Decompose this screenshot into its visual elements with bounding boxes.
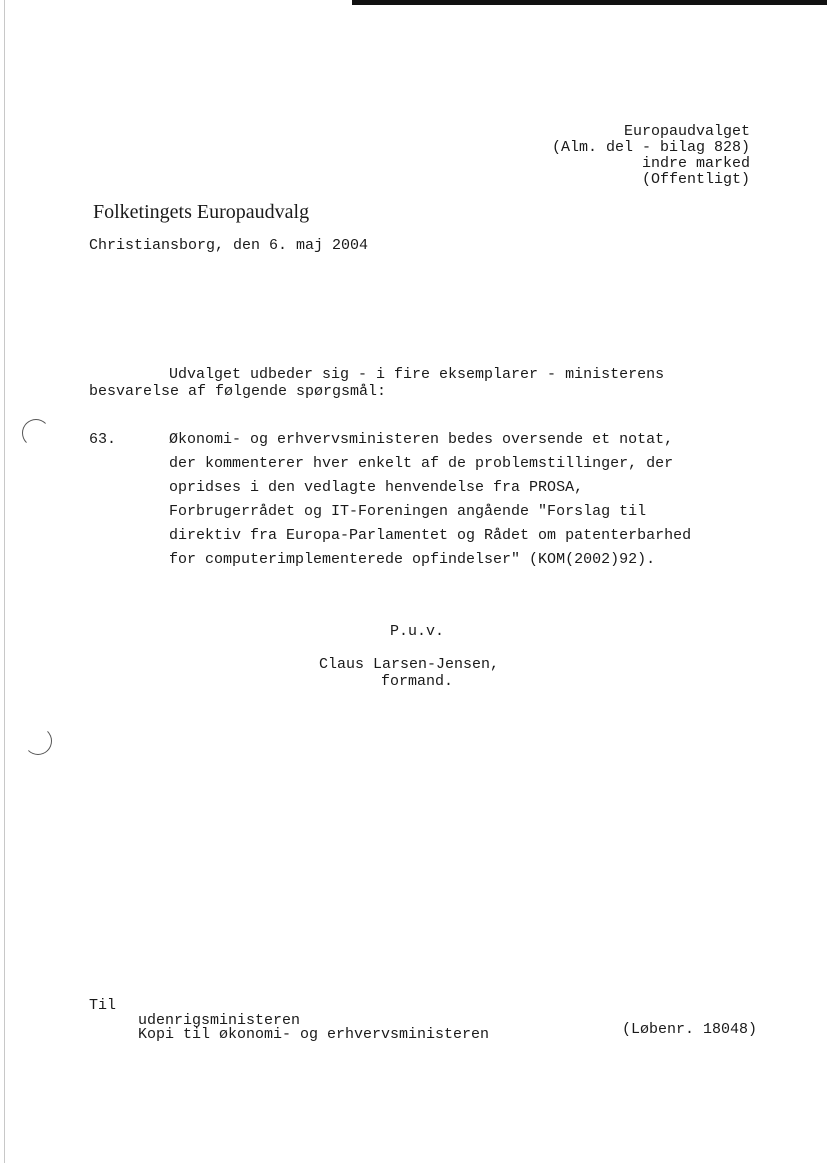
reference-line: Europaudvalget [623,123,750,140]
question-text [169,428,691,572]
question-line: der kommenterer hver enkelt af de problemstillinger, der [169,455,674,472]
reference-line: (Offentligt) [641,171,750,188]
intro-line: Udvalget udbeder sig - i fire eksemplarer - ministerens [169,366,665,383]
scan-left-edge [4,0,5,1163]
question-line: opridses i den vedlagte henvendelse fra PROSA, [169,479,584,496]
til-label: Til [89,997,117,1014]
question-line: Økonomi- og erhvervsministeren bedes oversende et notat, [169,431,674,448]
question-number: 63. [89,431,117,448]
question-line: direktiv fra Europa-Parlamentet og Rådet om patenterbarhed [169,527,692,544]
serial-number: (Løbenr. 18048) [622,1021,758,1038]
punch-hole-mark [24,727,52,755]
copy-recipient: Kopi til økonomi- og erhvervsministeren [138,1026,490,1043]
punch-hole-mark [22,419,50,447]
reference-line: (Alm. del - bilag 828) [551,139,750,156]
recipient: udenrigsministeren [138,1012,301,1029]
intro-line: besvarelse af følgende spørgsmål: [89,383,387,400]
question-line: Forbrugerrådet og IT-Foreningen angående "Forslag til [169,503,647,520]
signatory-title: formand. [381,673,454,690]
signatory-name: Claus Larsen-Jensen, [319,656,500,673]
document-reference-block [552,124,750,188]
scan-top-bar [352,0,827,5]
dateline: Christiansborg, den 6. maj 2004 [89,237,369,254]
reference-line: indre marked [641,155,750,172]
committee-name: Folketingets Europaudvalg [93,201,310,223]
puv-text: P.u.v. [390,623,445,640]
question-line: for computerimplementerede opfindelser" (KOM(2002)92). [169,551,656,568]
